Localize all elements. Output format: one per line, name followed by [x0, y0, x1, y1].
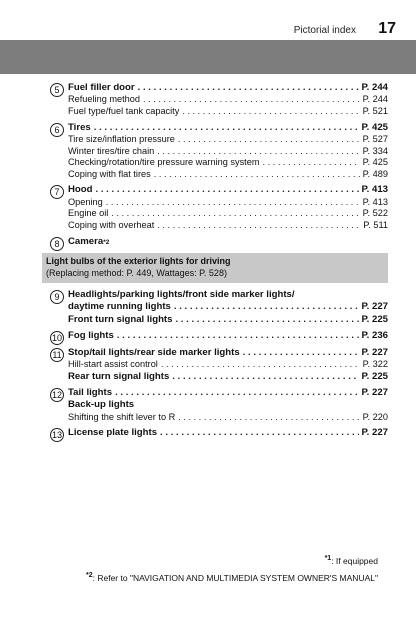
index-entry-row	[68, 301, 388, 313]
index-list-top	[42, 82, 388, 253]
circled-number: 6	[50, 123, 64, 137]
footnote-1	[325, 555, 378, 566]
entry-label: Opening	[68, 196, 103, 207]
entry-label: Fog lights	[68, 330, 114, 342]
section-note: (Replacing method: P. 449, Wattages: P. 528)	[46, 268, 227, 278]
circled-number: 5	[50, 83, 64, 97]
dot-leader	[161, 359, 360, 371]
index-subentry-row	[68, 169, 388, 181]
index-subentry-row	[68, 157, 388, 169]
page-reference: P. 236	[361, 330, 388, 342]
index-subentry-row	[68, 220, 388, 232]
page-reference: P. 334	[362, 145, 388, 156]
index-entry	[42, 347, 388, 383]
dot-leader	[115, 387, 358, 399]
dot-leader	[160, 427, 358, 439]
index-entry-row	[68, 387, 388, 399]
index-entry	[42, 236, 388, 249]
entry-label: Hood	[68, 184, 93, 196]
circled-number: 8	[50, 237, 64, 251]
index-entry-row	[68, 371, 388, 383]
entry-label: Coping with overheat	[68, 219, 155, 230]
entry-label: Back-up lights	[68, 399, 135, 411]
dot-leader	[243, 347, 359, 359]
page-reference: P. 489	[362, 168, 388, 179]
page-reference: P. 413	[362, 196, 388, 207]
page-reference: P. 225	[361, 313, 388, 325]
index-entry	[42, 184, 388, 231]
index-entry-row	[68, 427, 388, 439]
header-title: Pictorial index	[293, 25, 356, 36]
dot-leader	[94, 122, 359, 134]
index-subentry-row	[68, 197, 388, 209]
section-header	[42, 253, 388, 283]
index-entry-row	[68, 289, 388, 301]
dot-leader	[178, 412, 359, 424]
index-entry	[42, 82, 388, 118]
circled-number: 12	[51, 390, 62, 401]
page-reference: P. 244	[362, 94, 388, 105]
entry-label: Coping with flat tires	[68, 168, 151, 179]
page-number: 17	[378, 20, 396, 37]
index-entry	[42, 330, 388, 342]
entry-label: Fuel type/fuel tank capacity	[68, 106, 180, 116]
dot-leader	[111, 208, 359, 220]
entry-label: Tires	[68, 121, 91, 133]
entry-label: Engine oil	[68, 208, 109, 219]
footnote-2	[86, 572, 378, 583]
footnote-marker: *2	[103, 238, 110, 246]
page-reference: P. 227	[361, 427, 388, 439]
entry-label: Camera	[68, 235, 104, 247]
circled-number: 7	[50, 185, 64, 199]
entry-label: License plate lights	[68, 427, 158, 439]
page-reference: P. 521	[362, 106, 388, 116]
index-entry-row	[68, 122, 388, 134]
index-list-bottom	[42, 289, 388, 444]
index-entry	[42, 289, 388, 326]
entry-label: Fuel filler door	[68, 82, 135, 93]
circled-number: 10	[51, 333, 62, 344]
entry-label: Rear turn signal lights	[68, 370, 170, 382]
index-entry-row	[68, 82, 388, 94]
dot-leader	[172, 371, 358, 383]
index-entry-row	[68, 314, 388, 326]
footnote-1-mark: *1	[324, 555, 332, 562]
footnote-1-text: : If equipped	[331, 555, 378, 566]
entry-label: Checking/rotation/tire pressure warning system	[68, 157, 260, 168]
index-entry-row	[68, 236, 388, 249]
dot-leader	[154, 169, 360, 181]
index-entry	[42, 427, 388, 439]
page-reference: P. 527	[362, 134, 388, 144]
footnote-2-text: : Refer to "NAVIGATION AND MULTIMEDIA SYSTEM OWNER'S MANUAL"	[92, 572, 378, 583]
entry-label: Refueling method	[68, 94, 141, 105]
dot-leader	[106, 197, 360, 209]
entry-label: Shifting the shift lever to R	[68, 411, 176, 422]
index-subentry-row	[68, 94, 388, 106]
entry-label: Tire size/inflation pressure	[68, 134, 175, 144]
entry-label: Winter tires/tire chain	[68, 145, 155, 156]
dot-leader	[143, 94, 360, 106]
page-reference: P. 522	[362, 208, 388, 219]
page-reference: P. 227	[361, 387, 388, 399]
index-entry-row	[68, 330, 388, 342]
dot-leader	[157, 220, 360, 232]
section-title: Light bulbs of the exterior lights for driving	[46, 256, 231, 266]
dot-leader	[157, 146, 359, 158]
entry-label: daytime running lights	[68, 301, 171, 313]
index-subentry-row	[68, 208, 388, 220]
page-reference: P. 220	[362, 411, 388, 422]
index-subentry-row	[68, 134, 388, 146]
circled-number: 9	[50, 290, 64, 304]
dot-leader	[138, 82, 359, 94]
dot-leader	[174, 301, 359, 313]
page-reference: P. 227	[361, 301, 388, 313]
index-subentry-row	[68, 359, 388, 371]
page-reference: P. 425	[361, 121, 388, 133]
dot-leader	[96, 184, 359, 196]
circled-number: 13	[51, 430, 62, 441]
page-reference: P. 413	[361, 184, 388, 196]
entry-label: Headlights/parking lights/front side marker lights/	[68, 289, 295, 300]
index-entry-row	[68, 399, 388, 411]
dot-leader	[178, 134, 360, 146]
index-subentry-row	[68, 106, 388, 118]
dot-leader	[117, 330, 359, 342]
circled-number: 11	[50, 348, 64, 362]
page-reference: P. 425	[362, 157, 388, 168]
page-reference: P. 511	[363, 219, 388, 230]
entry-label: Hill-start assist control	[68, 359, 158, 370]
dot-leader	[263, 157, 360, 169]
index-entry-row	[68, 347, 388, 359]
index-subentry-row	[68, 146, 388, 158]
dot-leader	[175, 314, 358, 326]
entry-label: Tail lights	[68, 387, 113, 399]
index-entry	[42, 122, 388, 181]
page-reference: P. 227	[361, 346, 388, 358]
page-reference: P. 322	[362, 359, 388, 370]
page-reference: P. 244	[361, 82, 388, 93]
index-subentry-row	[68, 412, 388, 424]
entry-label: Stop/tail lights/rear side marker lights	[68, 346, 240, 358]
page-reference: P. 225	[361, 370, 388, 382]
index-entry-row	[68, 184, 388, 196]
index-entry	[42, 387, 388, 423]
header-band	[0, 40, 416, 74]
dot-leader	[182, 106, 359, 118]
entry-label: Front turn signal lights	[68, 313, 173, 325]
footnote-2-mark: *2	[86, 572, 93, 579]
